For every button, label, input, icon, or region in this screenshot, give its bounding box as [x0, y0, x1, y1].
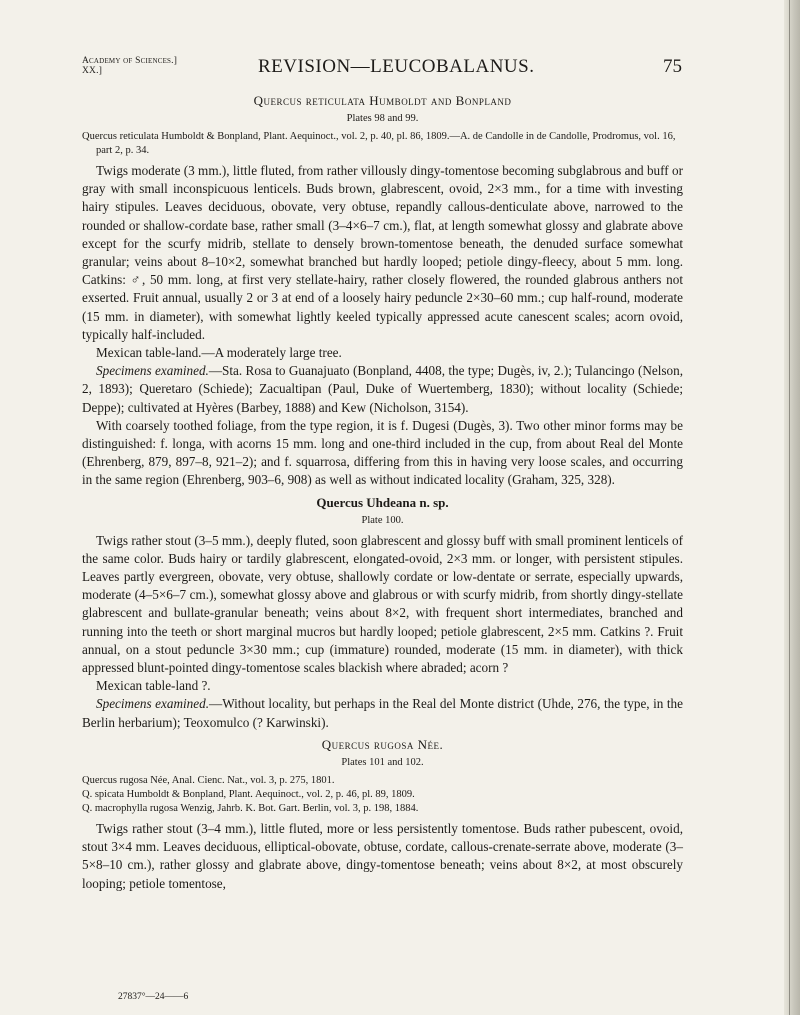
- specimens-uhdeana: [82, 695, 683, 731]
- book-edge: [784, 0, 800, 1015]
- plates-uhdeana: Plate 100.: [361, 514, 404, 526]
- specimens-text: —Sta. Rosa to Guanajuato (Bonpland, 4408, the type; Dugès, iv, 2.); Tulancingo (Nelson, 2, 1893); Queretaro (Schiede); Zacualtipan (Paul, Duke of Wuertemberg, 1830); without locality (Schiede; Deppe); cultivated at Hyères (Barbey, 1888) and Kew (Nicholson, 3154).: [82, 363, 683, 415]
- print-signature: 27837°—24——6: [118, 992, 189, 1002]
- citation: Q. spicata Humboldt & Bonpland, Plant. Aequinoct., vol. 2, p. 46, pl. 89, 1809.: [82, 788, 415, 800]
- citation: Q. macrophylla rugosa Wenzig, Jahrb. K. Bot. Gart. Berlin, vol. 3, p. 198, 1884.: [82, 802, 419, 814]
- description-uhdeana: Twigs rather stout (3–5 mm.), deeply fluted, soon glabrescent and glossy buff with small prominent lenticels of the same color. Buds hairy or tardily glabrescent, elongated-ovoid, 2×3 mm. or longer, with persistent stipules. Leaves partly evergreen, obovate, very obtuse, shallowly cordate or low-dentate or serrate, especially upwards, moderate (4–5×6–7 cm.), somewhat glossy above and glabrous or with scurfy midrib, from shortly dingy-stellate glabrescent and bullate-granular beneath; veins about 8×2, with frequent short intermediates, branched and running into the teeth or short marginal mucros but hardly looped; petiole glabrescent, 2×5 mm. Catkins ?. Fruit annual, on a stout peduncle 3×30 mm.; cup (immature) rounded, moderate (15 mm. in diameter), with thick appressed blunt-pointed dingy-tomentose scales blackish where abraded; acorn ?: [82, 532, 683, 676]
- specimens-text: —Without locality, but perhaps in the Real del Monte district (Uhde, 276, the type, in the Berlin herbarium); Teoxomulco (? Karwinski).: [82, 696, 683, 730]
- book-edge-line: [789, 0, 790, 1015]
- specimens-reticulata: [82, 362, 683, 417]
- forms-reticulata: With coarsely toothed foliage, from the type region, it is f. Dugesi (Dugès, 3). Two other minor forms may be distinguished: f. longa, with acorns 15 mm. long and one-third included in the cup, from about Real del Monte (Ehrenberg, 879, 897–8, 921–2); and f. squarrosa, differing from this in having very loose scales, and occurring in the same region (Ehrenberg, 903–6, 908) as well as without indicated locality (Graham, 325, 328).: [82, 417, 683, 488]
- journal-line-2: XX.]: [82, 66, 103, 76]
- plates-reticulata: Plates 98 and 99.: [346, 113, 419, 124]
- specimens-label: Specimens examined.: [96, 363, 209, 379]
- running-header: [82, 56, 682, 82]
- journal-line-1: Academy of Sciences.]: [82, 56, 178, 66]
- range-reticulata: Mexican table-land.—A moderately large tree.: [96, 345, 342, 361]
- citation: Quercus reticulata Humboldt & Bonpland, Plant. Aequinoct., vol. 2, p. 40, pl. 86, 1809.—A. de Candolle in de Candolle, Prodromus, vol. 16, part 2, p. 34.: [82, 131, 676, 156]
- citation: Quercus rugosa Née, Anal. Cienc. Nat., vol. 3, p. 275, 1801.: [82, 774, 335, 786]
- description-reticulata: Twigs moderate (3 mm.), little fluted, from rather villously dingy-tomentose becoming subglabrous and buff or gray with small inconspicuous lenticels. Buds brown, glabrescent, ovoid, 2×3 mm., for a time with investing hairy stipules. Leaves deciduous, obovate, very obtuse, repandly callous-denticulate above, narrowed to the rounded or shallow-cordate base, rather small (3–4×6–7 cm.), flat, at length somewhat glossy and glabrate above except for the scurfy midrib, stellate to densely brown-tomentose beneath, the denuded surface somewhat granular; veins about 8–10×2, somewhat branched but hardly looped; petiole dingy-fleecy, about 5 mm. long. Catkins: ♂, 50 mm. long, at first very stellate-hairy, rather closely flowered, the rounded glabrous anthers not exserted. Fruit annual, usually 2 or 3 at end of a loosely hairy peduncle 2×30–60 mm.; cup half-round, moderate (15 mm. in diameter), with somewhat lightly keeled typically appressed acute canescent scales; acorn ovoid, typically half-included.: [82, 163, 683, 342]
- plates-rugosa: Plates 101 and 102.: [341, 756, 424, 768]
- species-title-uhdeana: Quercus Uhdeana n. sp.: [316, 494, 449, 510]
- running-title: REVISION—LEUCOBALANUS.: [258, 56, 535, 77]
- range-uhdeana: Mexican table-land ?.: [96, 678, 211, 694]
- journal-abbrev: [82, 56, 177, 76]
- specimens-label: Specimens examined.: [96, 696, 210, 712]
- text-column: [82, 92, 683, 893]
- page-number: 75: [663, 56, 682, 77]
- species-title-rugosa: Quercus rugosa Née.: [321, 736, 444, 752]
- description-rugosa: Twigs rather stout (3–4 mm.), little fluted, more or less persistently tomentose. Buds rather pubescent, ovoid, stout 3×4 mm. Leaves deciduous, elliptical-obovate, obtuse, cordate, callous-crenate-serrate above, moderate (3–5×8–10 cm.), rather glossy and glabrate above, dingy-tomentose beneath; veins about 8×2, at most obscurely looping; petiole tomentose,: [82, 820, 683, 891]
- species-title-reticulata: Quercus reticulata Humboldt and Bonpland: [253, 93, 512, 108]
